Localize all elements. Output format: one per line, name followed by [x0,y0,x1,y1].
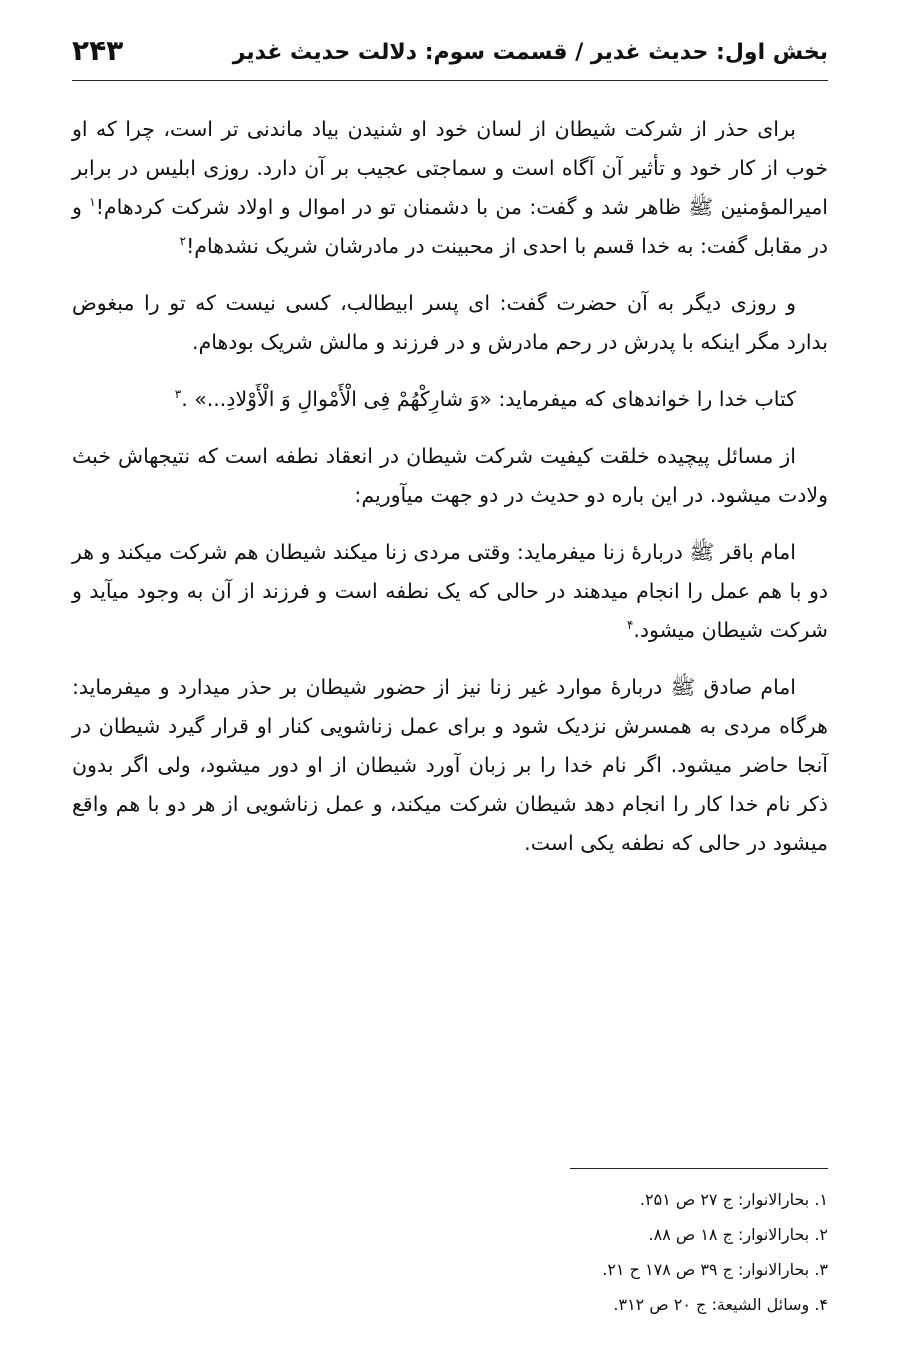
running-header-title: بخش اول: حدیث غدیر / قسمت سوم: دلالت حدیث غدیر [232,40,828,65]
footnote-item: ۳. بحارالانوار: ج ۳۹ ص ۱۷۸ ح ۲۱. [602,1260,828,1279]
running-header [72,34,828,81]
page-number: ۲۴۳ [72,34,124,67]
paragraph [72,437,828,515]
footnote-ref: ۲ [179,234,187,249]
paragraph-text: برای حذر از شرکت شیطان از لسان خود او شنیدن بیاد ماندنی تر است، چرا که او خوب از کار خود و تأثیر آن آگاه است و سماجتی عجیب بر آن دارد. روزی ابلیس در برابر امیرالمؤمنین ﷺ ظاهر شد و گفت: من با دشمنان تو در اموال و اولاد شرکت کردهام! [72,117,828,219]
paragraph-text: امام باقر ﷺ دربارهٔ زنا میفرماید: وقتی مردی زنا میکند شیطان هم شرکت میکند و هر دو با هم عمل را انجام میدهند در حالی که یک نطفه است و فرزند از آن به وجود میآید و شرکت شیطان میشود. [72,540,828,642]
paragraph [72,533,828,650]
footnote-item: ۲. بحارالانوار: ج ۱۸ ص ۸۸. [648,1225,828,1244]
paragraph [72,668,828,863]
paragraph-text: امام صادق ﷺ دربارهٔ موارد غیر زنا نیز از حضور شیطان بر حذر میدارد و میفرماید: هرگاه مردی به همسرش نزدیک شود و برای عمل زناشویی کنار او قرار گیرد شیطان در آنجا حاضر میشود. اگر نام خدا را بر زبان آورد شیطان از او دور میشود، ولی اگر بدون ذکر نام خدا کار را انجام دهد شیطان شرکت میکند، و عمل زناشویی از هر دو با هم واقع میشود در حالی که نطفه یکی است. [72,675,828,855]
footnote-list [328,1182,828,1322]
paragraph-text: کتاب خدا را خواندهای که میفرماید: «وَ شارِکْهُمْ فِی الْأَمْوالِ وَ الْأَوْلادِ...» . [181,387,796,411]
footnote-divider [570,1168,828,1169]
paragraph [72,110,828,266]
footnote-ref: ۱ [89,195,96,210]
paragraph [72,284,828,362]
paragraph-text: و روزی دیگر به آن حضرت گفت: ای پسر ابیطالب، کسی نیست که تو را مبغوض بدارد مگر اینکه با پدرش در رحم مادرش و در فرزند و مالش شریک بودهام. [72,291,828,354]
footnote-item: ۱. بحارالانوار: ج ۲۷ ص ۲۵۱. [639,1190,828,1209]
footnote-ref: ۴ [626,618,634,633]
paragraph-text: و در مقابل گفت: به خدا قسم با احدی از محبینت در مادرشان شریک نشدهام! [72,195,828,258]
paragraph-quote [72,380,828,419]
footnote-ref: ۳ [174,387,182,402]
paragraph-text: از مسائل پیچیده خلقت کیفیت شرکت شیطان در انعقاد نطفه است که نتیجهاش خبث ولادت میشود. در این باره دو حدیث در دو جهت میآوریم: [72,444,828,507]
body-text [72,110,828,881]
footnote-item: ۴. وسائل الشیعة: ج ۲۰ ص ۳۱۲. [613,1295,828,1314]
